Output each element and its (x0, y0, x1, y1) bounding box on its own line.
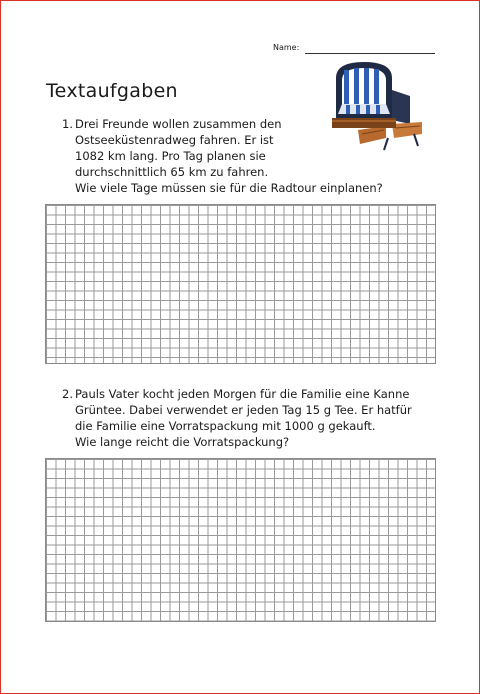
task-text-line: die Familie eine Vorratspackung mit 1000 g gekauft. (75, 419, 376, 433)
task-number: 2. (62, 387, 73, 401)
task-text-line: Ostseeküstenradweg fahren. Er ist (75, 133, 274, 147)
task-number: 1. (62, 117, 73, 131)
task-2 (62, 386, 412, 450)
page-title: Textaufgaben (46, 80, 178, 102)
task-text-line: Drei Freunde wollen zusammen den (75, 117, 282, 131)
answer-grid-1[interactable] (45, 204, 436, 364)
task-text-line: Wie viele Tage müssen sie für die Radtour einplanen? (75, 181, 383, 195)
answer-grid-2[interactable] (45, 458, 436, 622)
task-text-line: Wie lange reicht die Vorratspackung? (75, 435, 290, 449)
task-text-line: Pauls Vater kocht jeden Morgen für die Familie eine Kanne (75, 387, 410, 401)
task-1 (62, 116, 383, 196)
name-input-line[interactable] (305, 53, 435, 54)
task-text-line: durchschnittlich 65 km zu fahren. (75, 165, 269, 179)
task-text-line: Grüntee. Dabei verwendet er jeden Tag 15 g Tee. Er hatfür (75, 403, 412, 417)
task-text-line: 1082 km lang. Pro Tag planen sie (75, 149, 266, 163)
name-label: Name: (273, 43, 300, 52)
